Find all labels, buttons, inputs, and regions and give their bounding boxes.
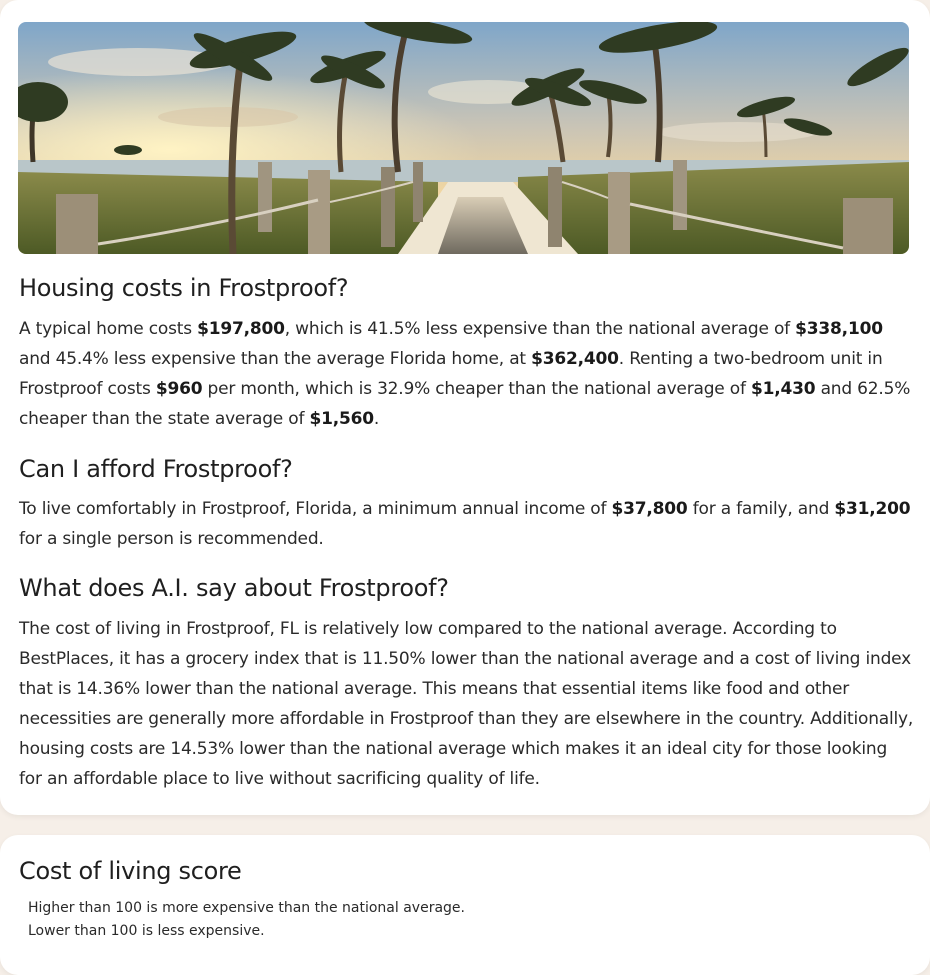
national-rent-value: $1,430 — [750, 379, 816, 399]
score-note-higher: Higher than 100 is more expensive than the national average. — [28, 900, 465, 916]
ai-heading: What does A.I. say about Frostproof? — [19, 574, 449, 602]
afford-heading: Can I afford Frostproof? — [19, 455, 293, 483]
rent-value: $960 — [155, 379, 203, 399]
housing-paragraph: A typical home costs $197,800, which is 41.5% less expensive than the national average of $338,100 and 45.4% less expensive than the average Florida home, at $362,400. Renting a two-bedroom unit in Frostproof costs $960 per month, which is 32.9% cheaper than the national average of $1,430 and 62.5% cheaper than the state average of $1,560. — [19, 319, 911, 429]
state-home-value: $362,400 — [531, 349, 619, 369]
hero-image — [18, 22, 909, 254]
single-income-value: $31,200 — [834, 499, 911, 519]
afford-paragraph: To live comfortably in Frostproof, Florida, a minimum annual income of $37,800 for a family, and $31,200 for a single person is recommended. — [19, 499, 911, 549]
ai-paragraph: The cost of living in Frostproof, FL is relatively low compared to the national average. According to BestPlaces, it has a grocery index that is 11.50% lower than the national average and a cost of living index that is 14.36% lower than the national average. This means that essential items like food and other necessities are generally more affordable in Frostproof than they are elsewhere in the country. Additionally, housing costs are 14.53% lower than the national average which makes it an ideal city for those looking for an affordable place to live without sacrificing quality of life. — [19, 619, 914, 789]
family-income-value: $37,800 — [611, 499, 688, 519]
home-cost-value: $197,800 — [197, 319, 285, 339]
score-note-lower: Lower than 100 is less expensive. — [28, 923, 265, 939]
cost-of-living-score-card — [0, 835, 930, 975]
housing-heading: Housing costs in Frostproof? — [19, 274, 349, 302]
state-rent-value: $1,560 — [309, 409, 374, 429]
score-heading: Cost of living score — [19, 857, 242, 885]
national-home-value: $338,100 — [795, 319, 883, 339]
